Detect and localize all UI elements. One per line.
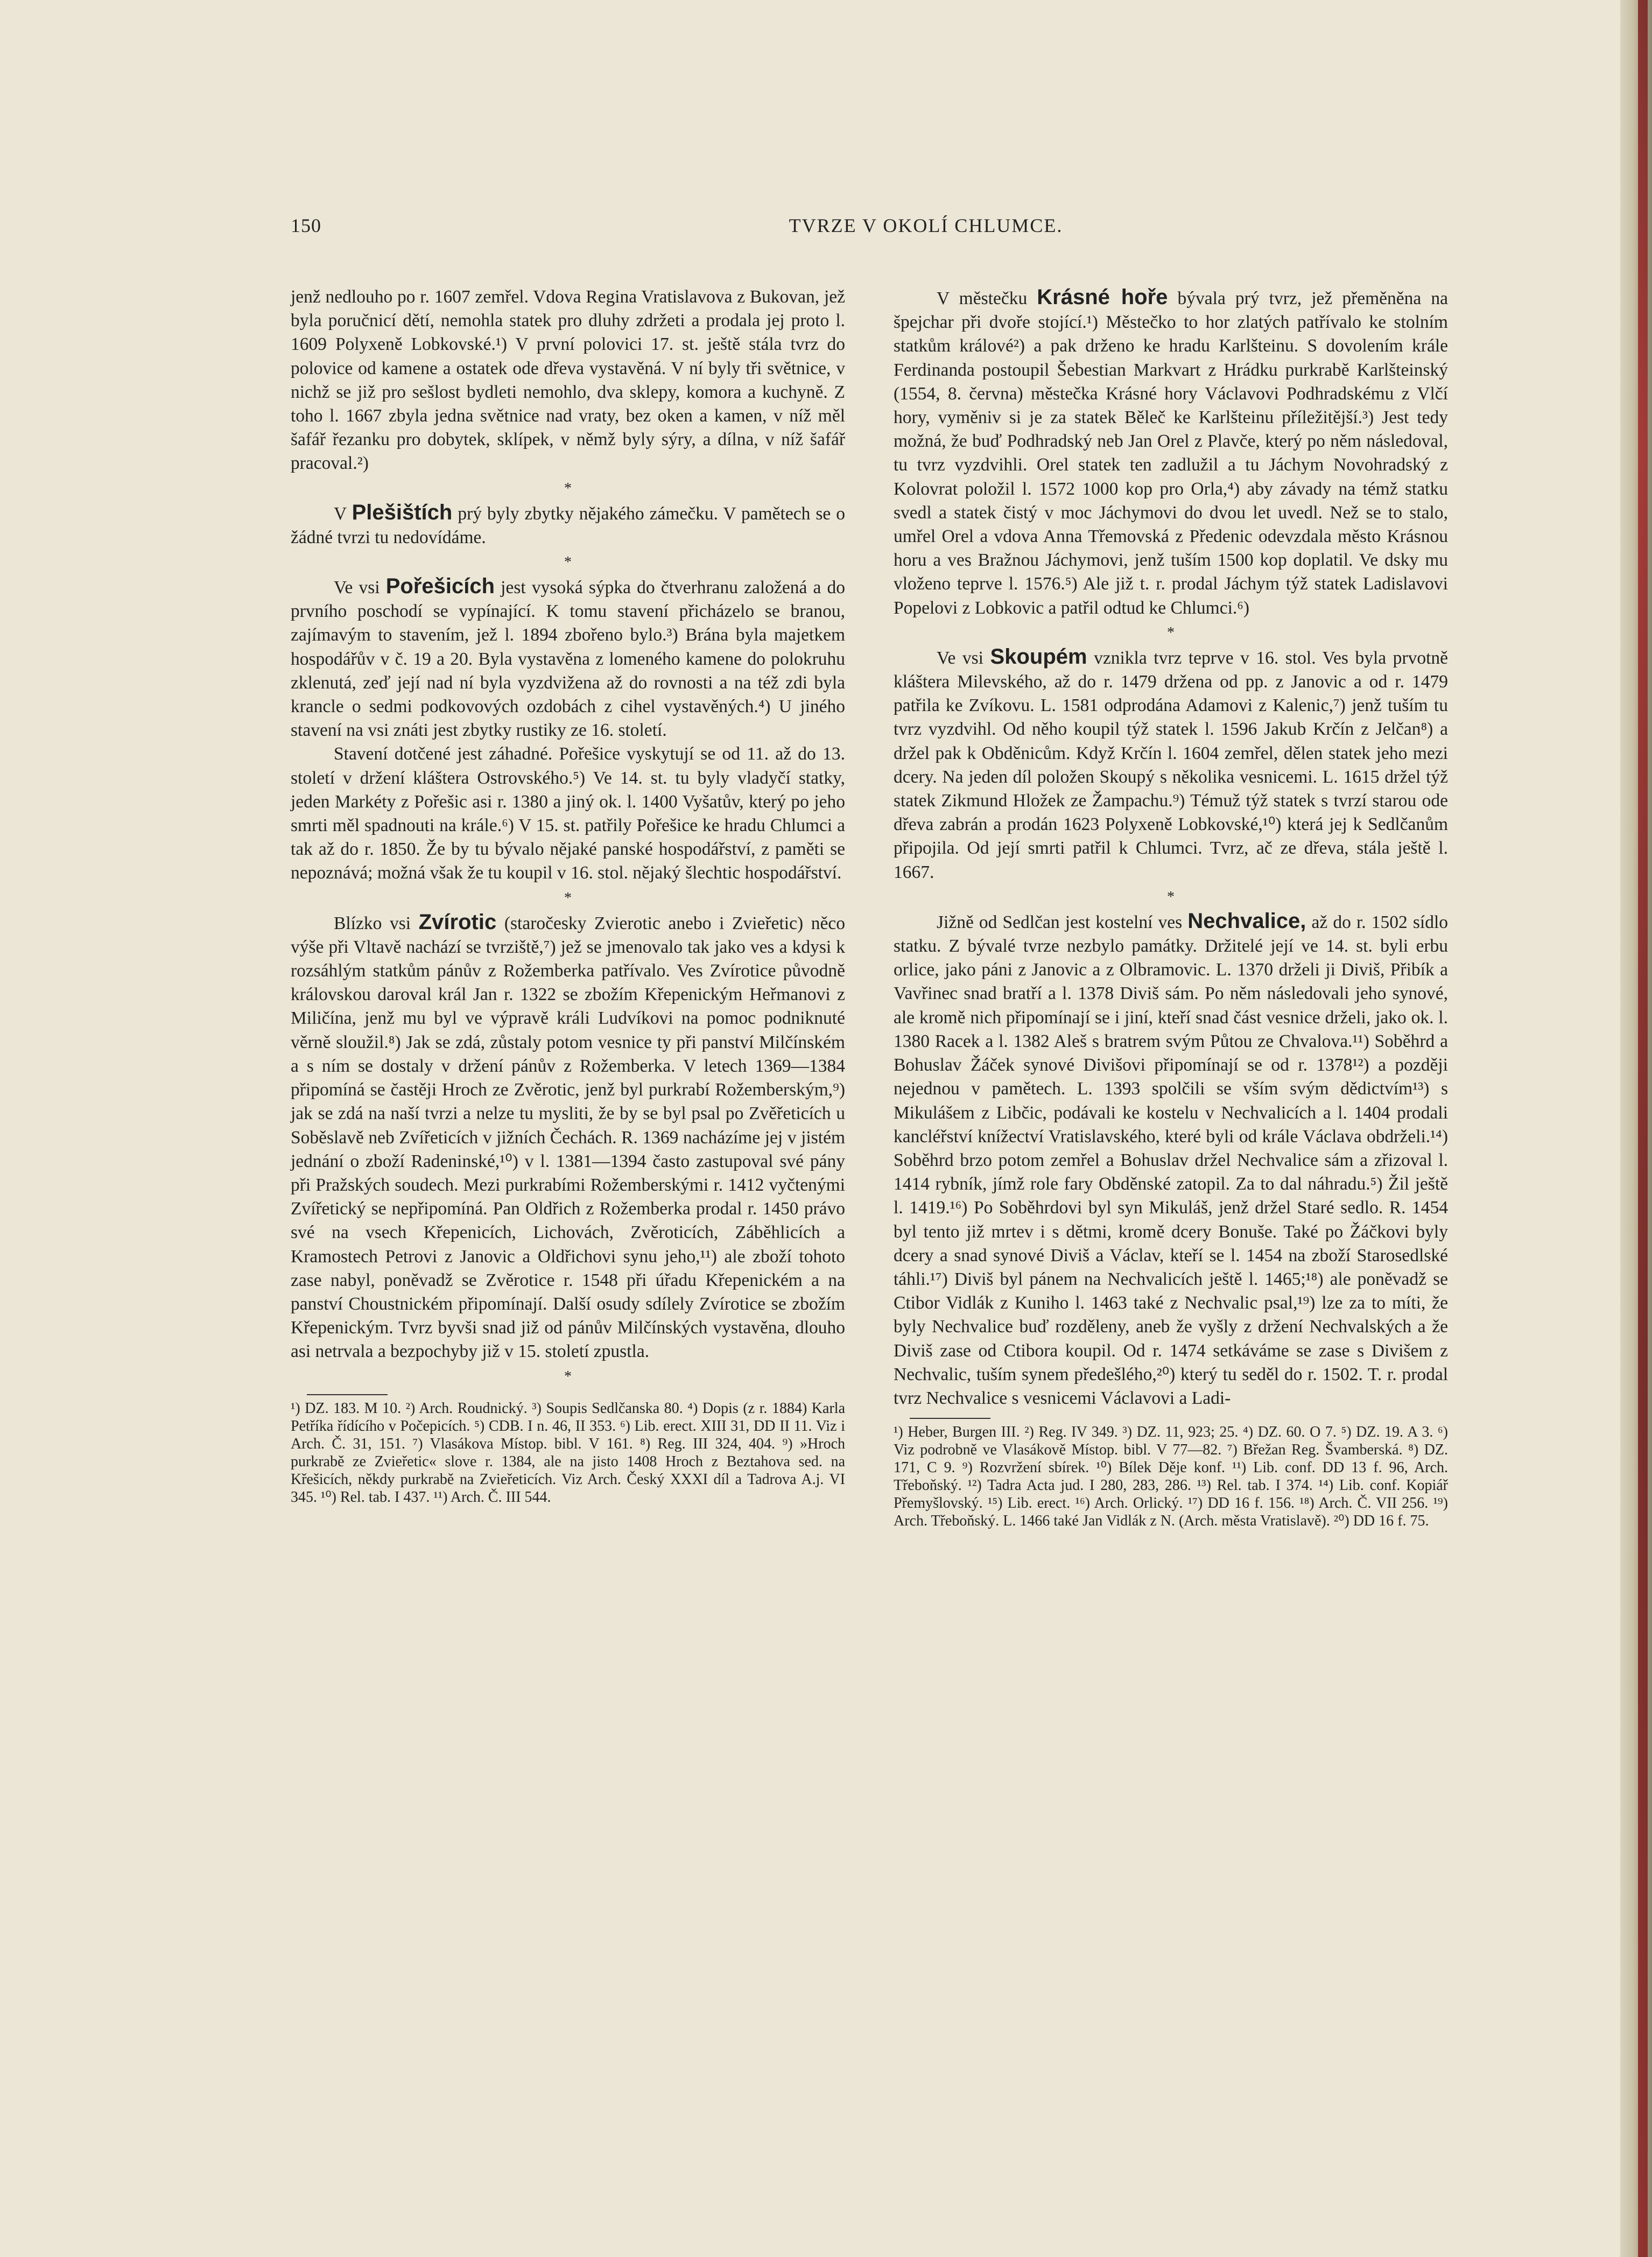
section-separator: * bbox=[564, 554, 572, 571]
footnote-rule bbox=[307, 1394, 388, 1395]
place-heading: Zvírotic bbox=[418, 910, 497, 934]
left-column bbox=[291, 285, 845, 1506]
bookmark-ribbon bbox=[1638, 0, 1648, 2257]
paragraph bbox=[894, 285, 1448, 620]
place-heading: Pořešicích bbox=[385, 574, 495, 599]
text-run: Ve vsi bbox=[334, 578, 386, 598]
text-run: Jižně od Sedlčan jest kostelní ves bbox=[937, 912, 1188, 932]
paragraph bbox=[894, 645, 1448, 884]
running-header bbox=[291, 214, 1561, 247]
paragraph: Stavení dotčené jest záhadné. Pořešice vyskytují se od 11. až do 13. století v držení kláštera Ostrovského.⁵) Ve 14. st. tu byly vladyčí statky, jeden Markéty z Pořešic asi r. 1380 a jiný ok. l. 1400 Vyšatův, který po jeho smrti měl spadnouti na krále.⁶) V 15. st. patřily Pořešice ke hradu Chlumci a tak až do r. 1850. Že by tu bývalo nějaké panské hospodářství, z paměti se nepoznává; možná však že tu koupil v 16. stol. nějaký šlechtic hospodářství. bbox=[291, 744, 845, 883]
right-column bbox=[894, 285, 1448, 1530]
section-separator: * bbox=[564, 480, 572, 497]
section-separator: * bbox=[1167, 624, 1175, 641]
text-run: až do r. 1502 sídlo statku. Z bývalé tvrze nezbylo památky. Držitelé její ve 14. st. byli erbu orlice, jako páni z Janovic a z Olbramovic. L. 1370 drželi ji Diviš, Přibík a Vavřinec snad bratří a l. 1378 Diviš sám. Po něm následovali jeho synové, ale kromě nich připomínají se i jiní, kteří snad část vesnice drželi, jako ok. l. 1380 Racek a l. 1382 Aleš s bratrem svým Půtou ze Chvalova.¹¹) Soběhrd a Bohuslav Žáček synové Divišovi připomínají se od r. 1378¹²) a později nejednou v pamětech. L. 1393 spolčili se vším svým dědictvím¹³) s Mikulášem z Libčic, podávali ke kostelu v Nechvalicích a l. 1404 prodali kancléřství knížectví Vratislavského, které byli od krále Václava obdrželi.¹⁴) Soběhrd brzo potom zemřel a Bohuslav držel Nechvalice sám a zřizoval l. 1414 rybník, jímž role fary Obděnské zatopil. Za to dal náhradu.⁵) Žil ještě l. 1419.¹⁶) Po Soběhrdovi byl syn Mikuláš, jenž držel Staré sedlo. R. 1454 byl tento již mrtev i s dětmi, kromě dcery Bonuše. Také po Žáčkovi byly dcery a snad synové Diviš a Václav, kteří se l. 1454 na zboží Starosedlské táhli.¹⁷) Diviš byl pánem na Nechvalicích ještě l. 1465;¹⁸) ale poněvadž se Ctibor Vidlák z Kuniho l. 1463 také z Nechvalic psal,¹⁹) lze za to míti, že byly Nechvalice buď rozděleny, aneb že vyšly z držení Nechvalských a že Diviš zase od Ctibora koupil. Od r. 1474 setkáváme se zase s Divišem z Nechvalic, tuším synem předešlého,²⁰) který tu seděl do r. 1502. T. r. prodal tvrz Nechvalice s vesnicemi Václavovi a Ladi- bbox=[894, 912, 1448, 1408]
paragraph bbox=[291, 574, 845, 742]
text-run: vznikla tvrz teprve v 16. stol. Ves byla prvotně kláštera Milevského, až do r. 1479 držena od pp. z Janovic a od r. 1479 patřila ke Zvíkovu. L. 1581 odprodána Adamovi z Kalenic,⁷) jenž tuším tu tvrz vyzdvihl. Od něho koupil týž statek l. 1596 Jakub Krčín z Jelčan⁸) a držel pak k Obděnicům. Když Krčín l. 1604 zemřel, dělen statek jeho mezi dcery. Na jeden díl položen Skoupý s několika vesnicemi. L. 1615 držel týž statek Zikmund Hložek ze Žampachu.⁹) Témuž týž statek s tvrzí starou ode dřeva zabrán a prodán 1623 Polyxeně Lobkovské,¹⁰) která jej k Sedlčanům připojila. Od její smrti patřil k Chlumci. Tvrz, ač ze dřeva, stála ještě l. 1667. bbox=[894, 648, 1448, 882]
section-separator: * bbox=[1167, 888, 1175, 905]
running-title: TVRZE V OKOLÍ CHLUMCE. bbox=[789, 215, 1063, 236]
text-run: Ve vsi bbox=[937, 648, 990, 668]
footnotes: ¹) DZ. 183. M 10. ²) Arch. Roudnický. ³) Soupis Sedlčanska 80. ⁴) Dopis (z r. 1884) Karla Petříka řídícího v Počepicích. ⁵) CDB. I n. 46, II 353. ⁶) Lib. erect. XIII 31, DD II 11. Viz i Arch. Č. 31, 151. ⁷) Vlasákova Místop. bibl. V 161. ⁸) Reg. III 324, 404. ⁹) »Hroch purkrabě ze Zvieřetic« slove r. 1384, ale na jisto 1408 Hroch z Beztahova sed. na Křešicích, někdy purkrabě na Zvieřeticích. Viz Arch. Český XXXI díl a Tadrova A.j. VI 345. ¹⁰) Rel. tab. I 437. ¹¹) Arch. Č. III 544. bbox=[291, 1400, 845, 1506]
text-run: jest vysoká sýpka do čtverhranu založená a do prvního poschodí se vypínající. K tomu stavení přicházelo se branou, zajímavým to stavením, jež l. 1894 zbořeno bylo.³) Brána byla majetkem hospodářův v č. 19 a 20. Byla vystavěna z lomeného kamene do polokruhu zklenutá, zeď její nad ní byla vyzdvižena až do rovnosti a na též zdi byla krancle o sedmi podkovových ozdobách z cihel vystavěných.⁴) U jiného stavení na vsi znáti jest zbytky rustiky ze 16. století. bbox=[291, 578, 845, 741]
place-heading: Nechvalice, bbox=[1187, 909, 1306, 933]
paragraph: jenž nedlouho po r. 1607 zemřel. Vdova Regina Vratislavova z Bukovan, jež byla poručnicí dětí, nemohla statek pro dluhy zdržeti a prodala jej proto l. 1609 Polyxeně Lobkovské.¹) V první polovici 17. st. ještě stála tvrz do polovice od kamene a ostatek ode dřeva vystavěná. V ní byly tři světnice, v nichž se již pro sešlost bydleti nemohlo, dva sklepy, komora a kuchyně. Z toho l. 1667 zbyla jedna světnice nad vraty, bez oken a kamen, v níž měl šafář řezanku pro dobytek, sklípek, v němž byly sýry, a dílna, v níž šafář pracoval.²) bbox=[291, 287, 845, 474]
section-separator: * bbox=[564, 889, 572, 906]
footnotes: ¹) Heber, Burgen III. ²) Reg. IV 349. ³) DZ. 11, 923; 25. ⁴) DZ. 60. O 7. ⁵) DZ. 19. A 3. ⁶) Viz podrobně ve Vlasákově Místop. bibl. V 77—82. ⁷) Břežan Reg. Švamberská. ⁸) DZ. 171, C 9. ⁹) Rozvržení sbírek. ¹⁰) Bílek Děje konf. ¹¹) Lib. conf. DD 13 f. 96, Arch. Třeboňský. ¹²) Tadra Acta jud. I 280, 283, 286. ¹³) Rel. tab. I 374. ¹⁴) Lib. conf. Kopiář Přemyšlovský. ¹⁵) Lib. erect. ¹⁶) Arch. Orlický. ¹⁷) DD 16 f. 156. ¹⁸) Arch. Č. VII 256. ¹⁹) Arch. Třeboňský. L. 1466 také Jan Vidlák z N. (Arch. města Vratislavě). ²⁰) DD 16 f. 75. bbox=[894, 1424, 1448, 1530]
place-heading: Skoupém bbox=[990, 644, 1087, 669]
text-run: V bbox=[334, 503, 352, 524]
text-run: bývala prý tvrz, jež přeměněna na špejchar při dvoře stojící.¹) Městečko to hor zlatých patřívalo ke stolním statkům králové²) a pak drženo ke hradu Karlšteinu. S dovolením krále Ferdinanda postoupil Šebestian Markvart z Hrádku purkrabě Karlšteinský (1554, 8. června) městečka Krásné hory Václavovi Podhradskému z Vlčí hory, vyměniv si je za statek Běleč ke Karlšteinu příležitější.³) Jest tedy možná, že buď Podhradský neb Jan Orel z Plavče, který po něm následoval, tu tvrz vyzdvihli. Orel statek ten zadlužil a tu Jáchym Novohradský z Kolovrat položil l. 1572 1000 kop pro Orla,⁴) aby závady na témž statku svedl a statek čistý v moc Jáchymovi do dvou let uvedl. Než se to stalo, umřel Orel a vdova Anna Třemovská z Předenic odevzdala město Krásnou horu a ves Bražnou Jáchymovi, jenž tuším 1500 kop doplatil. Ve dsky mu vloženo teprve l. 1576.⁵) Ale již t. r. prodal Jáchym týž statek Ladislavovi Popelovi z Lobkovic a patřil odtud ke Chlumci.⁶) bbox=[894, 289, 1448, 618]
place-heading: Krásné hoře bbox=[1037, 285, 1168, 309]
section-separator: * bbox=[564, 1368, 572, 1385]
text-run: V městečku bbox=[937, 289, 1037, 308]
paragraph bbox=[894, 909, 1448, 1410]
text-run: prý byly zbytky nějakého zámečku. V pamětech se o žádné tvrzi tu nedovídáme. bbox=[291, 503, 845, 547]
text-run: Blízko vsi bbox=[334, 913, 419, 933]
text-run: (staročesky Zvierotic anebo i Zvieřetic) něco výše při Vltavě nachází se tvrziště,⁷) jež se jmenovalo tak jako ves a kdysi k rozsáhlým statkům pánův z Rožemberka patřívalo. Ves Zvírotice původně královskou daroval král Jan r. 1322 se zbožím Křepenickým Heřmanovi z Miličína, jenž mu byl ve výpravě králi Ludvíkovi na pomoc podniknuté věrně sloužil.⁸) Jak se zdá, zůstaly potom vesnice ty při panství Milčínském a s ním se dostaly v držení pánův z Rožemberka. V letech 1369—1384 připomíná se častěji Hroch ze Zvěrotic, jenž byl purkrabí Rožemberským,⁹) jak se zdá na naší tvrzi a nelze tu mysliti, že by se byl psal po Zvěřeticích u Soběslavě neb Zvířeticích v jižních Čechách. R. 1369 nacházíme jej v jistém jednání o zboží Radeninské,¹⁰) v l. 1381—1394 často zastupoval své pány při Pražských soudech. Mezi purkrabími Rožemberskými r. 1412 vyčtenými Zvířetický se nepřipomíná. Pan Oldřich z Rožemberka prodal r. 1450 právo své na vsech Křepenicích, Lichovách, Zvěroticích, Záběhlicích a Kramostech Petrovi z Janovic a Oldřichovi synu jeho,¹¹) ale zboží tohoto zase nabyl, poněvadž se Zvěrotice r. 1548 při úřadu Křepenickém a na panství Choustnickém připomínají. Další osudy sdílely Zvírotice se zbožím Křepenickým. Tvrz byvši snad již od pánův Milčínských vystavěna, dlouho asi netrvala a bezpochyby již v 15. století zpustla. bbox=[291, 913, 845, 1362]
place-heading: Plešištích bbox=[352, 500, 453, 524]
footnote-rule bbox=[910, 1418, 990, 1419]
paragraph bbox=[291, 501, 845, 550]
paragraph bbox=[291, 910, 845, 1364]
book-spine-edge bbox=[1620, 0, 1652, 2257]
page-number: 150 bbox=[291, 215, 321, 236]
